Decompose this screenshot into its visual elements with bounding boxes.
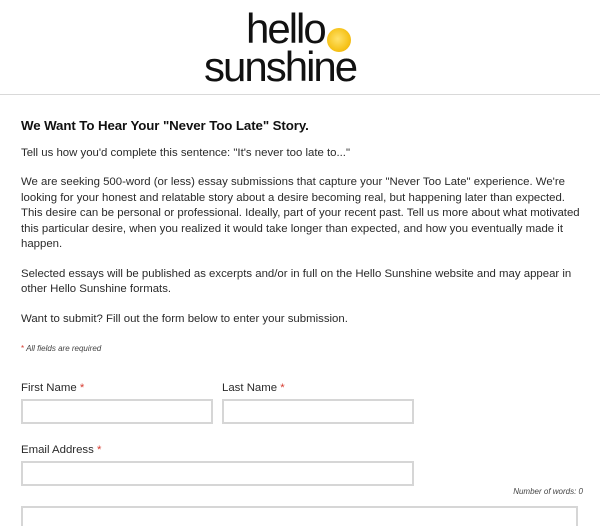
first-name-label [21, 381, 213, 395]
site-header [0, 0, 600, 95]
required-fields-note [21, 341, 583, 357]
logo-word-hello: hello [246, 5, 325, 52]
last-name-input[interactable] [222, 399, 414, 424]
required-star: * [96, 443, 102, 456]
name-row [21, 381, 583, 443]
email-label [21, 443, 414, 457]
email-label-text: Email Address [21, 443, 94, 456]
word-count: Number of words: 0 [513, 487, 583, 496]
form-title: We Want To Hear Your "Never Too Late" Story. [21, 118, 309, 133]
publication-note: Selected essays will be published as excerpts and/or in full on the Hello Sunshine website and may appear in other Hello Sunshine formats. [21, 267, 572, 295]
required-star: * [280, 381, 285, 394]
submit-cta-text: Want to submit? Fill out the form below to enter your submission. [21, 312, 348, 325]
required-star: * [79, 381, 85, 394]
last-name-label-text: Last Name [222, 381, 278, 394]
first-name-label-text: First Name [21, 381, 77, 394]
email-row [21, 443, 583, 505]
required-star: * [21, 344, 25, 353]
last-name-label [222, 381, 414, 395]
email-group [21, 443, 414, 486]
email-input[interactable] [21, 461, 414, 486]
essay-textarea[interactable] [21, 506, 578, 526]
submission-form [21, 118, 583, 505]
intro-text: Tell us how you'd complete this sentence: "It's never too late to..." [21, 146, 351, 159]
required-note-text: All fields are required [26, 344, 102, 353]
first-name-group [21, 381, 213, 424]
first-name-input[interactable] [21, 399, 213, 424]
logo-word-sunshine: sunshine [204, 43, 357, 90]
description-text: We are seeking 500-word (or less) essay submissions that capture your "Never Too Late" experience. We're looking for your honest and relatable story about a desire becoming real, but happening later than expected. This desire can be personal or professional. Ideally, part of your recent past. Tell us more about what motivated this particular desire, when you realized it would take longer than expected, and how you eventually made it happen. [21, 176, 580, 250]
last-name-group [222, 381, 414, 424]
hello-sunshine-logo[interactable] [204, 5, 396, 90]
